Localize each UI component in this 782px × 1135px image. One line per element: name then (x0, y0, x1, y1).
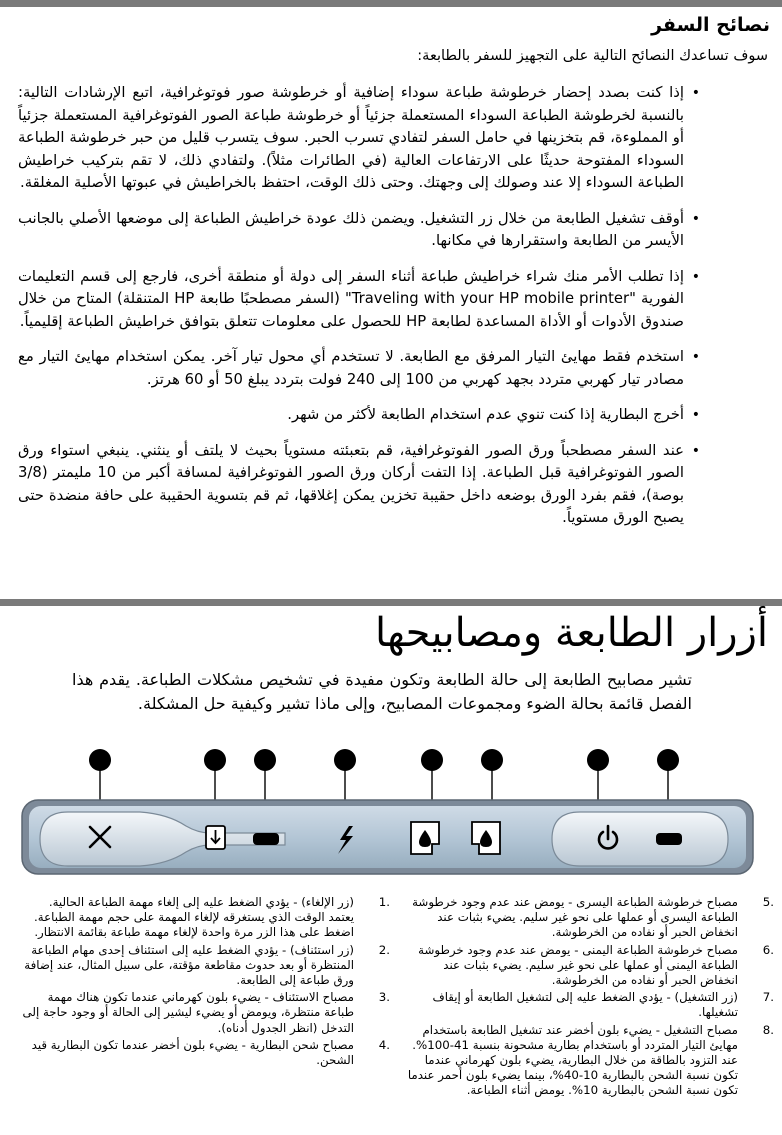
legend-item (20, 943, 390, 989)
legend-number: 4. (378, 1037, 390, 1052)
tip-text: أوقف تشغيل الطابعة من خلال زر التشغيل. ويضمن ذلك عودة خراطيش الطباعة إلى موضعها الأصلي بالجانب الأيسر من الطابعة واستقرارها في مكانها. (18, 209, 684, 249)
travel-tips-intro: سوف تساعدك النصائح التالية على التجهيز للسفر بالطابعة: (417, 48, 768, 64)
legend-text: (زر التشغيل) - يؤدي الضغط عليه إلى لتشغيل الطابعة أو إيقاف تشغيلها. (432, 990, 738, 1020)
legend-number: 1. (378, 895, 390, 909)
tip-item (14, 440, 782, 530)
legend-text: (زر الإلغاء) - يؤدي الضغط عليه إلى إلغاء مهمة الطباعة الحالية. يعتمد الوقت الذي يستغرقه لإلغاء المهمة على حجم مهمة الطباعة. اضغط على هذا الزر مرة واحدة لإلغاء مهمة طباعة بقائمة الانتظار. (34, 895, 354, 940)
legend-text: مصباح خرطوشة الطباعة اليمنى - يومض عند عدم وجود خرطوشة الطباعة اليمنى أو عملها على نحو غير سليم. يضيء بثبات عند انخفاض الحبر أو نفاده من الخرطوشة. (418, 942, 738, 988)
legend-items-5-8 (404, 895, 774, 1101)
tip-item (14, 404, 782, 427)
bullet-icon: • (691, 349, 700, 365)
tip-item (14, 346, 782, 391)
tip-item (14, 266, 782, 334)
legend-number: 7. (762, 990, 774, 1005)
resume-icon[interactable] (206, 826, 225, 849)
legend-item (20, 990, 390, 1036)
callout-markers (89, 749, 679, 771)
travel-tips-heading: نصائح السفر (651, 14, 770, 36)
bullet-icon: • (691, 85, 700, 101)
tip-text: إذا كنت بصدد إحضار خرطوشة طباعة سوداء إضافية أو خرطوشة صور فوتوغرافية، اتبع الإرشادات التالية: بالنسبة لخرطوشة الطباعة السوداء المستعملة جزئياً أو خرطوشة طباعة الصور الفوتوغرافية المستعملة جزئياً أو المملوءة، قم بتخزينها في حامل السفر لتفادي تسرب الحبر. سوف يتسرب قليل من حبر خرطوشة الطباعة السوداء المفتوحة حديثًا على الارتفاعات العالية (في الطائرات مثلاً). ولتفادي ذلك، لا تقم بتركيب خراطيش الطباعة السوداء إلا عند وصولك إلى وجهتك. وحتى ذلك الوقت، احتفظ بالخراطيش في عبوتها الأصلية المغلقة. (18, 84, 684, 191)
power-button-shape (552, 812, 728, 866)
travel-tips-list (14, 82, 782, 543)
legend-text: (زر استئناف) - يؤدي الضغط عليه إلى استئناف إحدى مهام الطباعة المنتظرة أو بعد حدوث مقاطعة مؤقتة، على سبيل المثال، عند إضافة ورق طباعة إلى الطابعة. (24, 942, 354, 988)
power-light (656, 833, 682, 845)
legend-item (20, 1038, 390, 1068)
legend-number: 3. (378, 990, 390, 1005)
callout-lines (100, 760, 668, 804)
top-divider (0, 0, 782, 7)
legend-number: 5. (762, 895, 774, 909)
legend-text: مصباح الاستئناف - يضيء بلون كهرماني عندما تكون هناك مهمة طباعة منتظرة، ويومض أو يضيء ليشير إلى الحالة أو وجود حاجة إلى التدخل (انظر الجدول أدناه). (22, 990, 354, 1035)
callout-marker (254, 749, 276, 771)
tip-text: إذا تطلب الأمر منك شراء خراطيش طباعة أثناء السفر إلى دولة أو منطقة أخرى، فارجع إلى قسم التعليمات الفورية "Traveling with your HP mobile printer" (السفر مصطحبًا طابعة HP المتنقلة) المتاح من خلال صندوق الأدوات أو الأداة المساعدة لطابعة HP للحصول على معلومات تتعلق بتوافق خراطيش الطباعة إقليمياً. (18, 267, 684, 330)
section-divider (0, 599, 782, 606)
tip-text: عند السفر مصطحباً ورق الصور الفوتوغرافية، قم بتعبئته مستوياً بحيث لا يلتف أو ينثني. ينبغي استواء ورق الصور الفوتوغرافية قبل الطباعة. إذا التفت أركان ورق الصور الفوتوغرافية لمسافة أكبر من 10 مليمتر (3/8 بوصة)، فقم بفرد الورق بوضعه داخل حقيبة تخزين يمكن إغلاقها، ثم قم بتسوية الحقيبة على حافة منضدة حتى يصبح الورق مستوياً. (18, 441, 685, 526)
tip-item (14, 82, 782, 195)
resume-light (253, 833, 279, 845)
buttons-lights-intro: تشير مصابيح الطابعة إلى حالة الطابعة وتكون مفيدة في تشخيص مشكلات الطباعة. يقدم هذا الفصل قائمة بحالة الضوء ومجموعات المصابيح، وإلى ماذا تشير وكيفية حل المشكلة. (72, 670, 692, 713)
legend-number: 6. (762, 942, 774, 957)
callout-marker (481, 749, 503, 771)
callout-marker (587, 749, 609, 771)
tip-text: أخرج البطارية إذا كنت تنوي عدم استخدام الطابعة لأكثر من شهر. (287, 406, 684, 423)
bullet-icon: • (691, 210, 700, 227)
callout-marker (89, 749, 111, 771)
legend-item (404, 1023, 774, 1099)
bullet-icon: • (691, 407, 700, 423)
legend-number: 2. (378, 942, 390, 957)
legend-number: 8. (762, 1022, 774, 1037)
bullet-icon: • (691, 442, 700, 459)
control-panel-diagram (20, 742, 755, 877)
legend-item (404, 943, 774, 989)
callout-marker (204, 749, 226, 771)
legend-text: مصباح شحن البطارية - يضيء بلون أخضر عندما تكون البطارية قيد الشحن. (31, 1037, 354, 1068)
buttons-lights-heading: أزرار الطابعة ومصابيحها (374, 610, 768, 656)
callout-marker (421, 749, 443, 771)
legend-item (404, 990, 774, 1020)
tip-item (14, 208, 782, 253)
callout-marker (657, 749, 679, 771)
legend-item (20, 895, 390, 941)
bullet-icon: • (691, 268, 700, 285)
legend-item (404, 895, 774, 941)
legend-text: مصباح التشغيل - يضيء بلون أخضر عند تشغيل الطابعة باستخدام مهايئ التيار المتردد أو باستخدام بطارية مشحونة بنسبة 41-100%. عند التزود بالطاقة من خلال البطارية، يضيء بلون كهرماني عندما تكون نسبة الشحن بالبطارية 10-40%، بينما يضيء بلون أحمر عندما تكون نسبة الشحن بالبطارية 10%. يومض أثناء الطباعة. (407, 1022, 738, 1098)
legend-items-1-4 (20, 895, 390, 1070)
tip-text: استخدم فقط مهايئ التيار المرفق مع الطابعة. لا تستخدم أي محول تيار آخر. يمكن استخدام مهايئ التيار مع مصادر تيار كهربي متردد بجهد كهربي من 100 إلى 240 فولت بتردد يبلغ 50 أو 60 هرتز. (18, 348, 684, 388)
legend-text: مصباح خرطوشة الطباعة اليسرى - يومض عند عدم وجود خرطوشة الطباعة اليسرى أو عملها على نحو غير سليم. يضيء بثبات عند انخفاض الحبر أو نفاده من الخرطوشة. (412, 895, 738, 940)
callout-marker (334, 749, 356, 771)
